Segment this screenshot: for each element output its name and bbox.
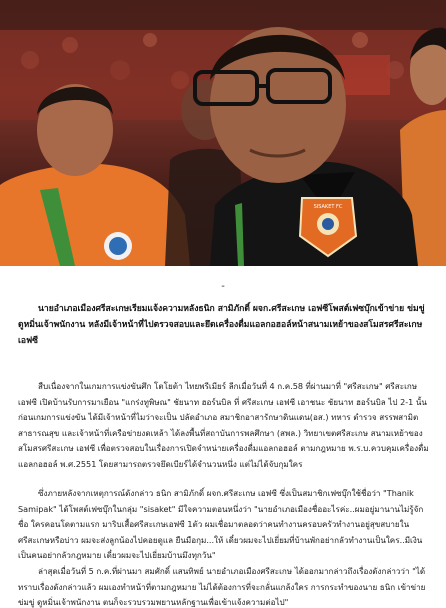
article-lead: นายอำเภอเมืองศรีสะเกษเรียมแจ้งความหลังธนิก สามิภักดิ์ ผจก.ศรีสะเกษ เอฟซีโพสต์เฟซบุ๊กเข้าข่าย ข่มขู่ ดูหมิ่นเจ้าพนักงาน หลังมีเจ้าหน้าที่ไปตรวจสอบและยึดเครื่องดื่มแอลกอฮอล์หน้าสนามเหย้าของสโมสรศรีสะเกษ เอฟซี	[18, 304, 425, 346]
separator: -	[221, 281, 225, 292]
article-paragraph-1: สืบเนื่องจากในเกมการแข่งขันศึก โตโยต้า ไทยพรีเมียร์ ลีกเมื่อวันที่ 4 ก.ค.58 ที่ผ่านมาที่ "ศรีสะเกษ" ศรีสะเกษ เอฟซี เปิดบ้านรับการมาเยือน "แกร่งทูพิษณ" ชัยนาท ฮอร์นบิล ที่ ศรีสะเกษ เอฟซี เอาชนะ ชัยนาท ฮอร์นบิล ไป 2-1 นั้น ก่อนเกมการแข่งขัน ได้มีเจ้าหน้าที่ไมว่าจะเป็น ปลัดอำเภอ สมาชิกอาสารักษาดินแดน(อส.) ทหาร ตำรวจ สรรพสามิต สาธารณสุข และเจ้าหน้าที่เครือข่ายงดเหล้า ได้ลงพื้นที่สถาบันการพลศึกษา (สพล.) วิทยาเขตศรีสะเกษ สนามเหย้าของสโมสรศรีสะเกษ เอฟซี เพื่อตรวจสอบในเรื่องการเปิดจำหน่ายเครื่องดื่มแอลกอฮอล์ ตามกฎหมาย พ.ร.บ.ควบคุมเครื่องดื่มแอลกอฮอล์ พ.ศ.2551 โดยสามารถตรวจยึดเบียร์ได้จำนวนหนึ่ง แต่ไม่ได้จับกุมใคร	[18, 381, 429, 469]
photo-illustration	[0, 0, 446, 266]
article-paragraph-3: ล่าสุดเมื่อวันที่ 5 ก.ค.ที่ผ่านมา สมศักดิ์ แสนทิพย์ นายอำเภอเมืองศรีสะเกษ ได้ออกมากล่าวถึงเรื่องดังกล่าวว่า "ได้ทราบเรื่องดังกล่าวแล้ว ผมเองทำหน้าที่ตามกฎหมาย ไม่ได้ต้องการที่จะกลั่นแกล้งใคร การกระทำของนาย ธนิก เข้าข่าย ข่มขู่ ดูหมิ่นเจ้าพนักงาน ตนก็จะรวบรวมพยานหลักฐานเพื่อเข้าแจ้งความต่อไป"	[18, 566, 426, 608]
article-paragraph-2: ซึ่งภายหลังจากเหตุการณ์ดังกล่าว ธนิก สามิภักดิ์ ผจก.ศรีสะเกษ เอฟซี ซึ่งเป็นสมาชิกเฟซบุ๊กใช้ชื่อว่า "Thanik Samipak" ได้โพสต์เฟซบุ๊กในกลุ่ม "sisaket" มีใจความตอนหนึ่งว่า "นายอำเภอเมืองชื่ออะไรค่ะ..ผมอยู่มานานไม่รู้จักชื่อ ใครคอนโดตามแรก มาริบเสื้อศรีสะเกษเอฟซี 1ตัว ผมเชื่อมาตลอดว่าคนทำงานครอบครัวทำงานอยู่สุขสบายในศรีสะเกษหรือบ่าว ผมจะส่งลูกน้องไปคอยดูแล ยืนมือกุม...ให้ เดี๋ยวผมจะไปเยี่ยมที่บ้านพักอย่ากลัวทำงานเป็นใคร..มีเงินเป็นคนอย่ากลัวกฎหมาย เดี๋ยวผมจะไปเยี่ยมบ้านมึงทุกวัน"	[18, 488, 424, 561]
badge-text: SISAKET FC	[313, 204, 343, 210]
article-photo	[0, 0, 446, 266]
